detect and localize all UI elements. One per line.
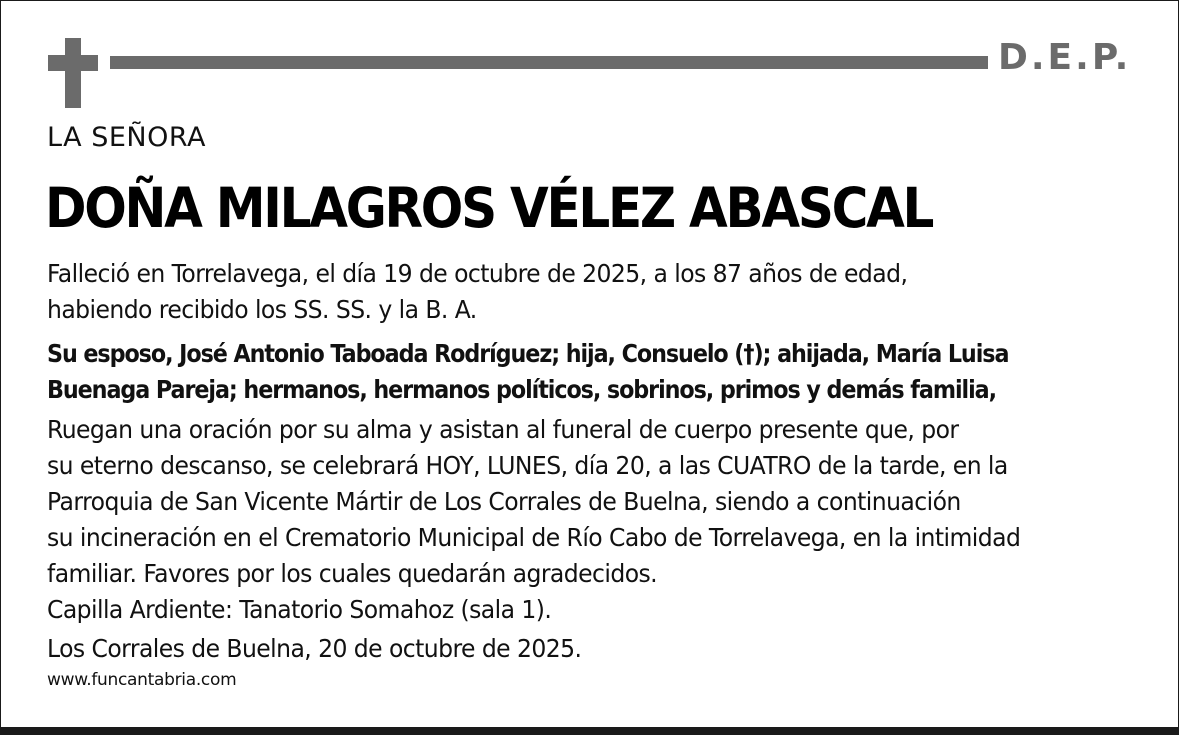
deceased-name: DOÑA MILAGROS VÉLEZ ABASCAL: [45, 176, 933, 240]
funeral-line: su eterno descanso, se celebrará HOY, LUNES, día 20, a las CUATRO de la tarde, en la: [47, 451, 1008, 480]
family-line: Su esposo, José Antonio Taboada Rodríguez; hija, Consuelo (†); ahijada, María Luisa: [47, 339, 1009, 368]
death-line: Falleció en Torrelavega, el día 19 de octubre de 2025, a los 87 años de edad,: [47, 259, 908, 288]
place-date: Los Corrales de Buelna, 20 de octubre de 2025.: [47, 634, 582, 663]
funeral-paragraph: [47, 412, 1081, 628]
funeral-line: Ruegan una oración por su alma y asistan al funeral de cuerpo presente que, por: [47, 415, 959, 444]
header-rule: [110, 56, 988, 69]
funeral-line: familiar. Favores por los cuales quedarán agradecidos.: [47, 559, 658, 588]
website-link[interactable]: www.funcantabria.com: [47, 670, 237, 690]
death-line: habiendo recibido los SS. SS. y la B. A.: [47, 295, 477, 324]
chapel-line: Capilla Ardiente: Tanatorio Somahoz (sala 1).: [47, 595, 552, 624]
place-date-paragraph: [47, 631, 1081, 667]
family-paragraph: [47, 336, 1026, 408]
funeral-line: su incineración en el Crematorio Municipal de Río Cabo de Torrelavega, en la intimidad: [47, 523, 1021, 552]
family-line: Buenaga Pareja; hermanos, hermanos políticos, sobrinos, primos y demás familia,: [47, 375, 996, 404]
cross-icon: [48, 38, 98, 108]
dep-label: D.E.P.: [998, 37, 1132, 78]
funeral-line: Parroquia de San Vicente Mártir de Los Corrales de Buelna, siendo a continuación: [47, 487, 961, 516]
honorific-prefix: LA SEÑORA: [47, 122, 206, 153]
death-paragraph: [47, 256, 1081, 328]
